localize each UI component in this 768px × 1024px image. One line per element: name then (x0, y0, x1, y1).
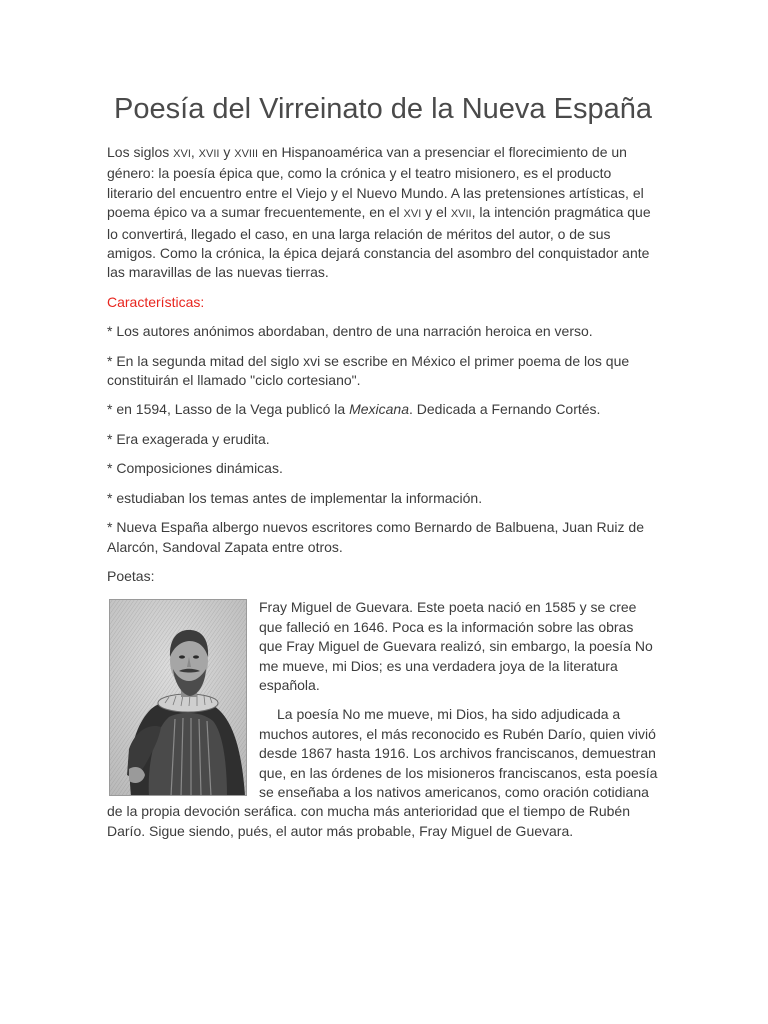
bullet-item: * En la segunda mitad del siglo xvi se escribe en México el primer poema de los que constituirán el llamado "ciclo cortesiano". (107, 352, 630, 389)
century-xvi-2: XVI (403, 208, 422, 221)
century-xvii-2: XVII (450, 208, 472, 221)
poet-bio-paragraph: Fray Miguel de Guevara. Este poeta nació en 1585 y se cree que falleció en 1646. Poca es la información sobre las obras que Fray Miguel de Guevara realizó, sin embargo, la poesía No me mueve, mi Dios; es una verdadera joya de la literatura española. (259, 599, 653, 693)
bullet-item: * estudiaban los temas antes de implementar la información. (107, 489, 483, 506)
work-title-mexicana: Mexicana (349, 401, 409, 418)
poets-heading: Poetas: (107, 567, 155, 584)
document-page (107, 90, 659, 851)
portrait-image (109, 599, 247, 796)
characteristics-heading: Características: (107, 293, 205, 310)
bullet-item: * Nueva España albergo nuevos escritores como Bernardo de Balbuena, Juan Ruiz de Alarcón, Sandoval Zapata entre otros. (107, 519, 644, 555)
bullet-item: * Era exagerada y erudita. (107, 430, 270, 447)
bullet-item: * Composiciones dinámicas. (107, 460, 283, 477)
page-title: Poesía del Virreinato de la Nueva España (114, 93, 652, 125)
bullet-item-lasso: * en 1594, Lasso de la Vega publicó la Mexicana. Dedicada a Fernando Cortés. (107, 401, 601, 418)
poet-bio-paragraph-2: La poesía No me mueve, mi Dios, ha sido adjudicada a muchos autores, el más reconocido es Rubén Darío, quien vivió desde 1867 hasta 1916. Los archivos franciscanos, demuestran que, en las órdenes de los misioneros franciscanos, esta poesía se enseñaba a los nativos americanos, como oración cotidiana de la propia devoción seráfica. con mucha más anterioridad que el tiempo de Rubén Darío. Sigue siendo, pués, el autor más probable, Fray Miguel de Guevara. (107, 706, 658, 839)
century-xvii: XVII (198, 148, 220, 160)
intro-paragraph: Los siglos XVI, XVII y XVIII en Hispanoamérica van a presenciar el florecimiento de un género: la poesía épica que, como la crónica y el teatro misionero, es el producto literario del encuentro entre el Viejo y el Nuevo Mundo. A las pretensiones artísticas, el poema épico va a sumar frecuentemente, en el XVI y el XVII, la intención pragmática que lo convertirá, llegado el caso, en una larga relación de méritos del autor, o de sus amigos. Como la crónica, la épica dejará constancia del asombro del conquistador ante las maravillas de las nuevas tierras. (107, 144, 651, 281)
century-xvi: XVI (173, 148, 191, 160)
bullet-item: * Los autores anónimos abordaban, dentro de una narración heroica en verso. (107, 323, 593, 340)
century-xviii: XVIII (234, 148, 259, 160)
